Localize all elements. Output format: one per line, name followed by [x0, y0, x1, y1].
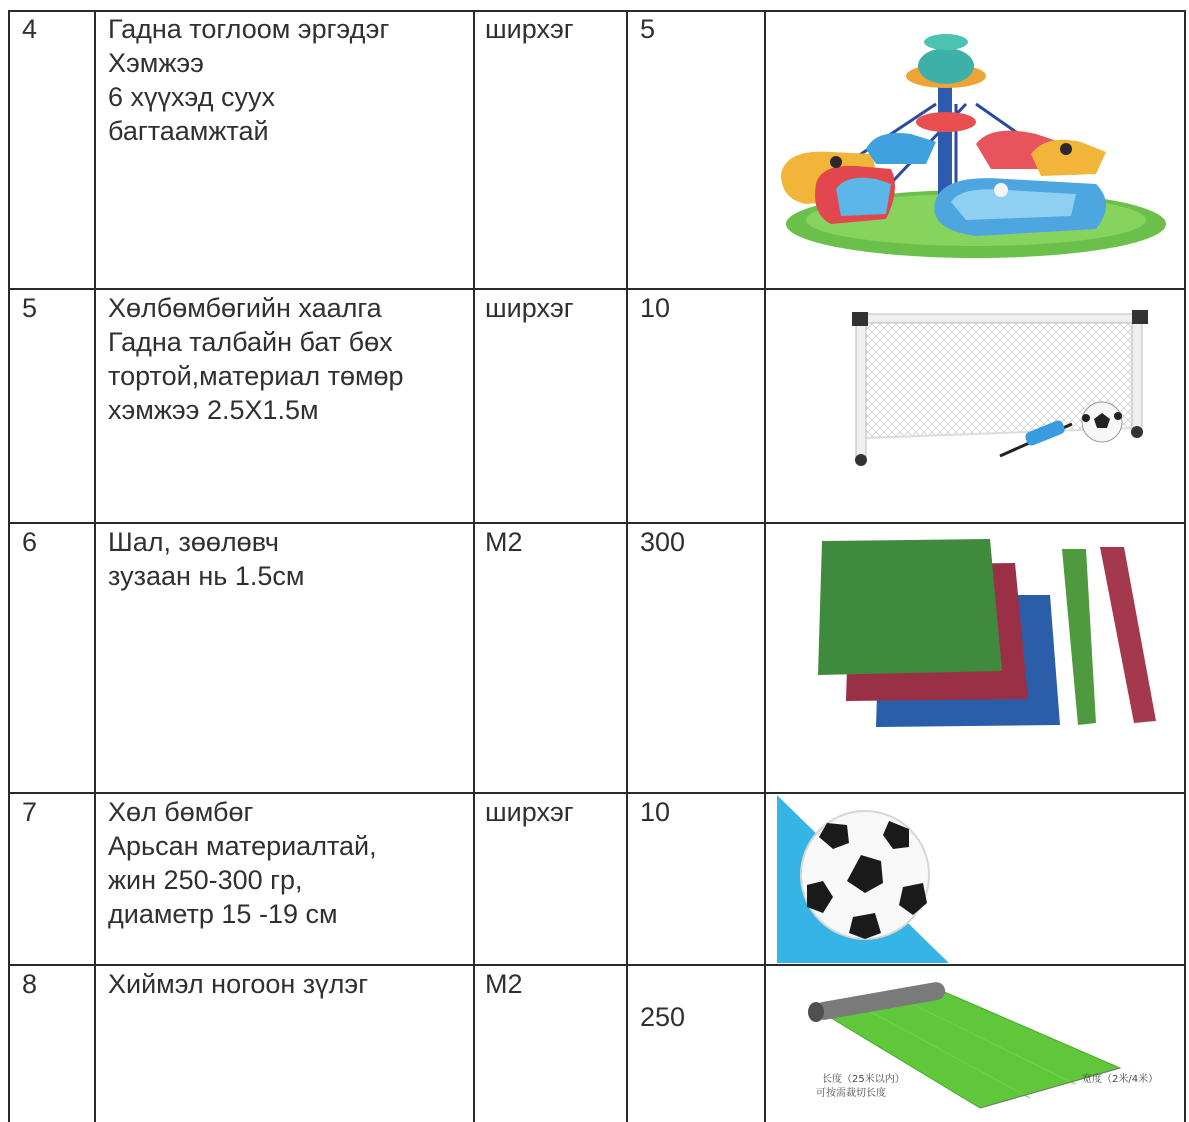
column-divider-description: [473, 10, 475, 1122]
description-line: Арьсан материалтай,: [108, 831, 377, 861]
table-border-right: [1184, 10, 1186, 1122]
description-line: Хиймэл ногоон зүлэг: [108, 969, 369, 999]
row-number: 4: [22, 14, 38, 44]
quantity-cell: 10: [640, 293, 671, 323]
description-line: 6 хүүхэд суух: [108, 82, 275, 112]
turf-length-caption: 长度（25米以内）: [822, 1074, 905, 1085]
column-divider-unit: [626, 10, 628, 1122]
row-number: 7: [22, 797, 38, 827]
description-line: тортой,материал төмөр: [108, 361, 404, 391]
description-line: Хөл бөмбөг: [108, 797, 254, 827]
column-divider-number: [94, 10, 96, 1122]
unit-cell: М2: [485, 969, 523, 999]
soccer-ball-illustration: [777, 795, 957, 963]
description-line: зузаан нь 1.5см: [108, 561, 305, 591]
row-number: 6: [22, 527, 38, 557]
quantity-cell: 300: [640, 527, 686, 557]
artificial-turf-illustration: [800, 978, 1170, 1118]
description-line: багтаамжтай: [108, 116, 269, 146]
turf-cut-caption: 可按需裁切长度: [816, 1088, 886, 1099]
table-border-left: [8, 10, 10, 1122]
unit-cell: ширхэг: [485, 797, 574, 827]
quantity-cell: 250: [640, 1002, 686, 1032]
row-divider-7-8: [8, 964, 1186, 966]
quantity-cell: 5: [640, 14, 656, 44]
description-line: Гадна тоглоом эргэдэг: [108, 14, 390, 44]
soccer-goal-illustration: [840, 308, 1160, 478]
description-line: хэмжээ 2.5X1.5м: [108, 395, 319, 425]
description-line: Хэмжээ: [108, 48, 204, 78]
row-divider-5-6: [8, 522, 1186, 524]
description-line: Гадна талбайн бат бөх: [108, 327, 393, 357]
unit-cell: ширхэг: [485, 293, 574, 323]
description-line: Хөлбөмбөгийн хаалга: [108, 293, 382, 323]
unit-cell: ширхэг: [485, 14, 574, 44]
description-line: жин 250-300 гр,: [108, 865, 303, 895]
quantity-cell: 10: [640, 797, 671, 827]
row-divider-6-7: [8, 792, 1186, 794]
row-number: 5: [22, 293, 38, 323]
rubber-mats-illustration: [810, 535, 1170, 735]
turf-width-caption: 宽度（2米/4米）: [1082, 1074, 1159, 1085]
row-number: 8: [22, 969, 38, 999]
column-divider-quantity: [764, 10, 766, 1122]
carousel-illustration: [776, 24, 1176, 264]
description-line: Шал, зөөлөвч: [108, 527, 279, 557]
unit-cell: М2: [485, 527, 523, 557]
description-line: диаметр 15 -19 см: [108, 899, 338, 929]
row-divider-4-5: [8, 288, 1186, 290]
